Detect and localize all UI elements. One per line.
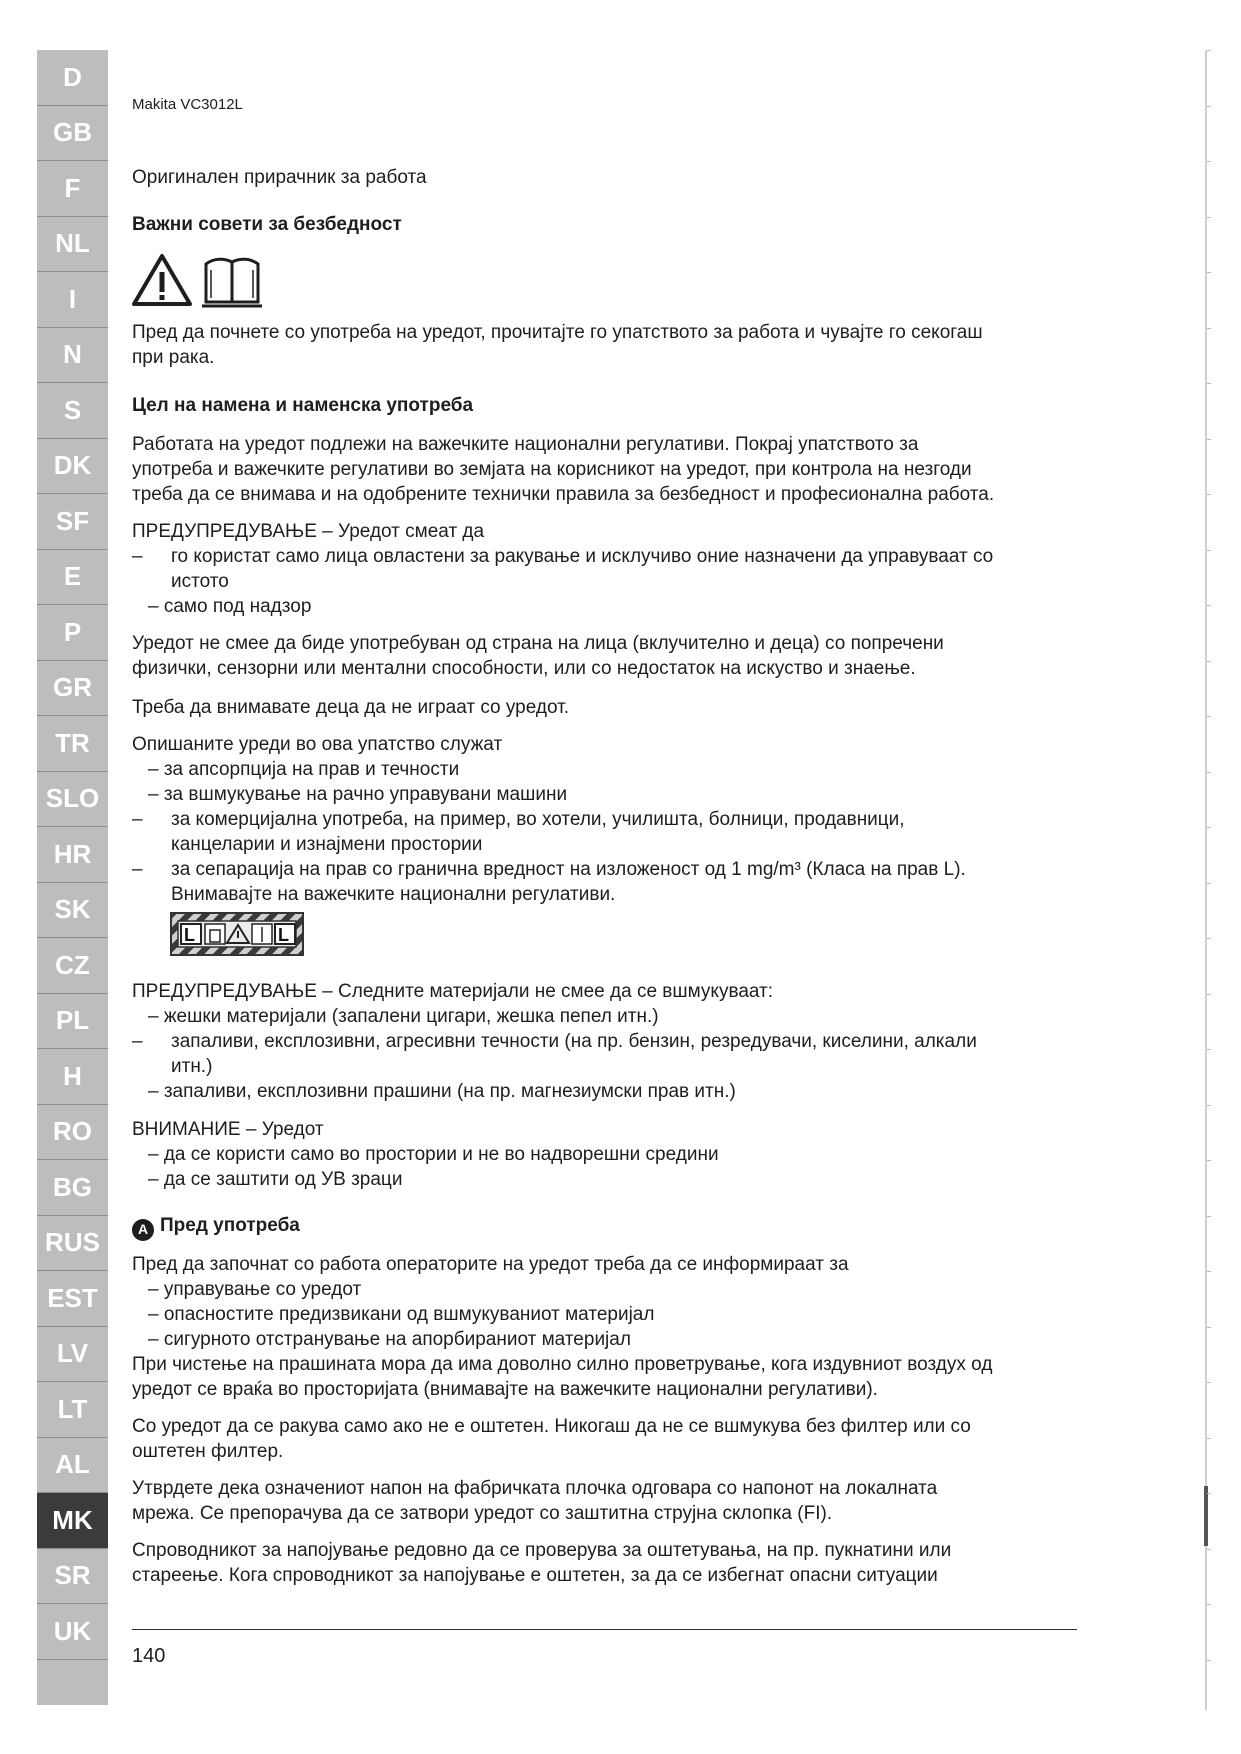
language-tab-uk: UK <box>37 1604 108 1660</box>
dash-mark: – <box>132 809 143 830</box>
purpose-heading: Цел на намена и наменска употреба <box>132 395 474 416</box>
language-tab-p: P <box>37 605 108 661</box>
before-p1-line1: При чистење на прашината мора да има доволно силно проветрување, кога издувниот воздух од <box>132 1354 993 1375</box>
devices-item4-cont: Внимавајте на важечките национални регулативи. <box>171 884 616 905</box>
before-use-heading: Пред употреба <box>160 1215 300 1236</box>
margin-tick <box>1207 1660 1211 1661</box>
before-p3-line1: Утврдете дека означениот напон на фабричката плочка одговара со напонот на локалната <box>132 1478 938 1499</box>
margin-tick <box>1207 1382 1211 1383</box>
dash-mark: – <box>132 1031 143 1052</box>
warning-triangle-icon <box>134 256 190 304</box>
language-tab-ro: RO <box>37 1105 108 1161</box>
footer-rule <box>132 1629 1077 1630</box>
margin-tick <box>1207 272 1211 273</box>
language-tab-dk: DK <box>37 439 108 495</box>
vacuum-icon <box>205 924 225 944</box>
before-item2: – опасностите предизвикани од вшмукуваниот материјал <box>148 1304 655 1325</box>
language-tab-i: I <box>37 272 108 328</box>
warning2-item3: – запаливи, експлозивни прашини (на пр. магнезиумски прав итн.) <box>148 1081 736 1102</box>
dash-mark: – <box>132 546 143 567</box>
language-tab-tr: TR <box>37 716 108 772</box>
margin-tick <box>1207 661 1211 662</box>
language-tab-nl: NL <box>37 217 108 273</box>
margin-tick <box>1207 1105 1211 1106</box>
class-l-letter-left: L <box>184 925 195 945</box>
before-p2-line1: Со уредот да се ракува само ако не е оштетен. Никогаш да не се вшмукува без филтер или со <box>132 1416 971 1437</box>
before-p4-line1: Спроводникот за напојување редовно да се проверува за оштетувања, на пр. пукнатини или <box>132 1540 952 1561</box>
before-p4-line2: стареење. Кога спроводникот за напојување е оштетен, за да се избегнат опасни ситуации <box>132 1565 938 1586</box>
open-manual-icon <box>202 259 262 306</box>
margin-tick <box>1207 50 1211 51</box>
purpose-p1-line3: треба да се внимава и на одобрените технички правила за безбедност и професионална работа. <box>132 484 995 505</box>
page-number: 140 <box>132 1645 166 1667</box>
warning2-title: ПРЕДУПРЕДУВАЊЕ – Следните материјали не смее да се вшмукуваат: <box>132 981 774 1002</box>
dust-class-l-label <box>170 912 304 956</box>
language-tab-slo: SLO <box>37 772 108 828</box>
language-tab-h: H <box>37 1049 108 1105</box>
language-tab-gr: GR <box>37 661 108 717</box>
devices-title: Опишаните уреди во ова упатство служат <box>132 734 503 755</box>
language-tab-bg: BG <box>37 1160 108 1216</box>
purpose-p1-line2: употреба и важечките регулативи во земјата на корисникот на уредот, при контрола на незгоди <box>132 459 972 480</box>
language-tab-hr: HR <box>37 827 108 883</box>
attention-title: ВНИМАНИЕ – Уредот <box>132 1119 324 1140</box>
margin-tick <box>1207 938 1211 939</box>
before-p2-line2: оштетен филтер. <box>132 1441 284 1462</box>
devices-item4-text: за сепарација на прав со гранична вредност на изложеност од 1 mg/m³ (Класа на прав L). <box>171 859 966 880</box>
right-margin-marker <box>1204 1486 1208 1546</box>
margin-tick <box>1207 217 1211 218</box>
children-line1: Уредот не смее да биде употребуван од страна на лица (вклучително и деца) со попречени <box>132 633 944 654</box>
margin-tick <box>1207 1160 1211 1161</box>
margin-tick <box>1207 1493 1211 1494</box>
warning2-item1: – жешки материјали (запалени цигари, жешка пепел итн.) <box>148 1006 659 1027</box>
play-warning: Треба да внимавате деца да не играат со уредот. <box>132 697 570 718</box>
devices-item3-text: за комерцијална употреба, на пример, во хотели, училишта, болници, продавници, <box>171 809 905 830</box>
warning1-item2: – само под надзор <box>148 596 312 617</box>
doc-title: Оригинален прирачник за работа <box>132 167 427 188</box>
margin-tick <box>1207 1271 1211 1272</box>
warning1-title: ПРЕДУПРЕДУВАЊЕ – Уредот смеат да <box>132 521 485 542</box>
before-use-heading-row <box>132 1213 1092 1241</box>
devices-item3-cont: канцеларии и изнајмени простории <box>171 834 483 855</box>
margin-tick <box>1207 1604 1211 1605</box>
language-tab-f: F <box>37 161 108 217</box>
language-tab-al: AL <box>37 1438 108 1494</box>
margin-tick <box>1207 605 1211 606</box>
margin-tick <box>1207 439 1211 440</box>
margin-tick <box>1207 161 1211 162</box>
language-tab-d: D <box>37 50 108 106</box>
before-p1-line2: уредот се враќа во просторијата (внимавајте на важечките национални регулативи). <box>132 1379 878 1400</box>
safety-intro-line1: Пред да почнете со употреба на уредот, прочитајте го упатството за работа и чувајте го секогаш <box>132 322 983 343</box>
attention-item2: – да се заштити од УВ зраци <box>148 1169 403 1190</box>
margin-tick <box>1207 883 1211 884</box>
dash-mark: – <box>132 859 143 880</box>
before-item1: – управување со уредот <box>148 1279 362 1300</box>
margin-tick <box>1207 106 1211 107</box>
margin-tick <box>1207 494 1211 495</box>
margin-tick <box>1207 772 1211 773</box>
language-tab-cz: CZ <box>37 938 108 994</box>
language-tab-s: S <box>37 383 108 439</box>
margin-tick <box>1207 827 1211 828</box>
warning2-item2-text: запаливи, експлозивни, агресивни течности (на пр. бензин, резредувачи, киселини, алкали <box>171 1031 977 1052</box>
language-tab-sf: SF <box>37 494 108 550</box>
before-intro: Пред да започнат со работа операторите на уредот треба да се информираат за <box>132 1254 849 1275</box>
language-tab-sk: SK <box>37 883 108 939</box>
language-tab-e: E <box>37 550 108 606</box>
safety-intro-line2: при рака. <box>132 347 215 368</box>
safety-icons <box>132 252 272 308</box>
devices-item2: – за вшмукување на рачно управувани машини <box>148 784 568 805</box>
section-a-marker: A <box>132 1219 154 1241</box>
warning2-item2-cont: итн.) <box>171 1056 213 1077</box>
model-name: Makita VC3012L <box>132 96 243 113</box>
margin-tick <box>1207 550 1211 551</box>
margin-tick <box>1207 1438 1211 1439</box>
before-item3: – сигурното отстранување на апорбираниот материјал <box>148 1329 631 1350</box>
class-l-letter-right: L <box>278 925 289 945</box>
margin-tick <box>1207 994 1211 995</box>
language-tab-sr: SR <box>37 1549 108 1605</box>
safety-heading: Важни совети за безбедност <box>132 214 402 235</box>
margin-tick <box>1207 1049 1211 1050</box>
language-tab-gb: GB <box>37 106 108 162</box>
language-tab-mk: MK <box>37 1493 108 1549</box>
language-tab-pl: PL <box>37 994 108 1050</box>
margin-tick <box>1207 383 1211 384</box>
language-tab-lv: LV <box>37 1327 108 1383</box>
children-line2: физички, сензорни или ментални способности, или со недостаток на искуство и знаење. <box>132 658 916 679</box>
language-tab-est: EST <box>37 1271 108 1327</box>
margin-tick <box>1207 328 1211 329</box>
language-tab-lt: LT <box>37 1382 108 1438</box>
right-margin-rule <box>1205 50 1207 1710</box>
margin-tick <box>1207 1549 1211 1550</box>
margin-tick <box>1207 1216 1211 1217</box>
purpose-p1-line1: Работата на уредот подлежи на важечките национални регулативи. Покрај упатството за <box>132 434 919 455</box>
margin-tick <box>1207 1327 1211 1328</box>
attention-item1: – да се користи само во простории и не во надворешни средини <box>148 1144 719 1165</box>
language-tabs <box>37 50 108 1705</box>
language-tab-rus: RUS <box>37 1216 108 1272</box>
warning1-item1-cont: истото <box>171 571 229 592</box>
before-p3-line2: мрежа. Се препорачува да се затвори уредот со заштитна струјна склопка (FI). <box>132 1503 833 1524</box>
devices-item1: – за апсорпција на прав и течности <box>148 759 460 780</box>
language-tab-n: N <box>37 328 108 384</box>
warning1-item1-text: го користат само лица овластени за ракување и исклучиво оние назначени да управуваат со <box>171 546 994 567</box>
margin-tick <box>1207 716 1211 717</box>
